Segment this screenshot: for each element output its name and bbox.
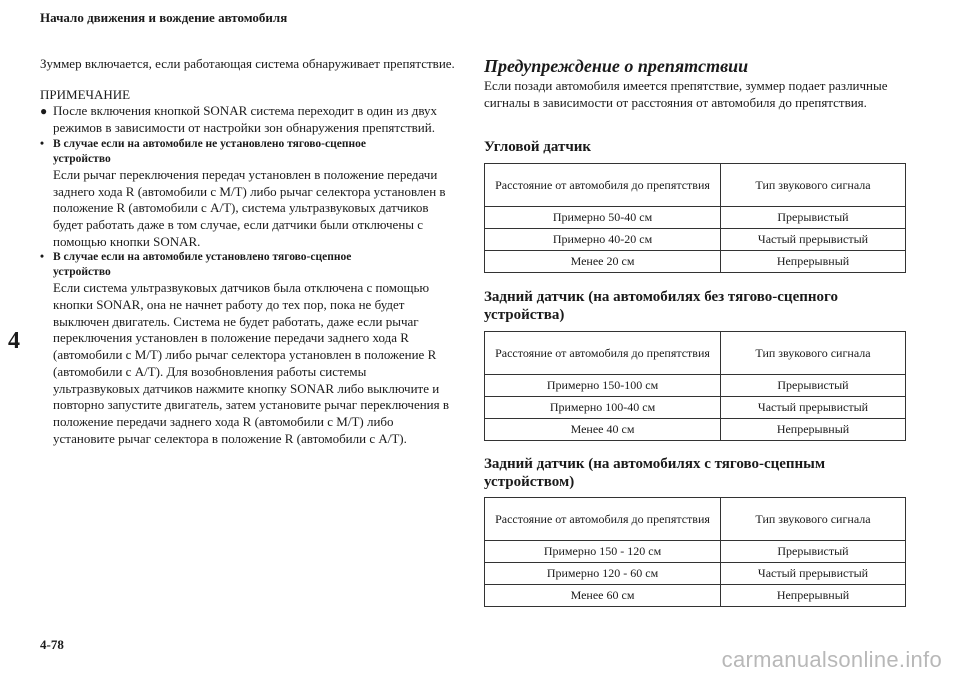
sub1-title-line2: устройство — [53, 152, 111, 165]
cell-signal: Частый прерывистый — [721, 229, 906, 251]
column-header-signal: Тип звукового сигнала — [721, 164, 906, 207]
cell-signal: Непрерывный — [721, 419, 906, 441]
warning-title: Предупреждение о препятствии — [484, 56, 749, 76]
table-row — [485, 251, 906, 273]
bullet-icon: • — [40, 137, 45, 150]
table-header-row — [485, 332, 906, 375]
table-row — [485, 541, 906, 563]
cell-distance: Менее 60 см — [485, 585, 721, 607]
section-title-corner: Угловой датчик — [484, 139, 592, 155]
table-corner-sensor — [484, 163, 906, 273]
sub2-title — [40, 250, 455, 265]
note-bullet — [40, 103, 455, 136]
page-header-title: Начало движения и вождение автомобиля — [40, 10, 288, 25]
section-title-rear-no-hitch: Задний датчик (на автомобилях без тягово-сцепного устройства) — [484, 289, 838, 323]
sub1-text: Если рычаг переключения передач установлен в положение передачи заднего хода R (автомобили с M/T) либо рычаг селектора установлен в положение R (автомобили с A/T), система ультразвуковых датчиков будет работать даже в том случае, если датчики были отключены с помощью кнопки SONAR. — [53, 166, 446, 249]
watermark-text: carmanualsonline.info — [721, 647, 942, 672]
left-column — [40, 56, 455, 447]
cell-distance: Примерно 150-100 см — [485, 375, 721, 397]
chapter-tab: 4 — [8, 328, 20, 354]
column-header-signal: Тип звукового сигнала — [721, 498, 906, 541]
cell-distance: Менее 20 см — [485, 251, 721, 273]
table-row — [485, 585, 906, 607]
cell-distance: Примерно 150 - 120 см — [485, 541, 721, 563]
table-row — [485, 397, 906, 419]
cell-signal: Прерывистый — [721, 541, 906, 563]
sub2-title-line1: В случае если на автомобиле установлено тягово-сцепное — [53, 251, 352, 264]
warning-block — [484, 56, 919, 111]
sub1-title-line1: В случае если на автомобиле не установлено тягово-сцепное — [53, 137, 366, 150]
sub1-title — [40, 137, 455, 152]
cell-signal: Частый прерывистый — [721, 563, 906, 585]
cell-signal: Частый прерывистый — [721, 397, 906, 419]
note-title: ПРИМЕЧАНИЕ — [40, 86, 131, 102]
cell-distance: Примерно 50-40 см — [485, 207, 721, 229]
intro-paragraph: Зуммер включается, если работающая система обнаруживает препятствие. — [40, 56, 455, 71]
table-row — [485, 563, 906, 585]
bullet-icon: ● — [40, 104, 48, 119]
cell-signal: Непрерывный — [721, 251, 906, 273]
cell-signal: Прерывистый — [721, 207, 906, 229]
table-row — [485, 419, 906, 441]
table-row — [485, 229, 906, 251]
cell-distance: Примерно 120 - 60 см — [485, 563, 721, 585]
column-header-signal: Тип звукового сигнала — [721, 332, 906, 375]
page-number: 4-78 — [40, 637, 64, 652]
column-header-distance: Расстояние от автомобиля до препятствия — [485, 498, 721, 541]
table-header-row — [485, 498, 906, 541]
table-rear-sensor-hitch — [484, 497, 906, 607]
table-row — [485, 207, 906, 229]
table-header-row — [485, 164, 906, 207]
warning-text: Если позади автомобиля имеется препятствие, зуммер подает различные сигналы в зависимости от расстояния от автомобиля до препятствия. — [484, 78, 888, 110]
sub2-title-line2: устройство — [53, 266, 111, 279]
column-header-distance: Расстояние от автомобиля до препятствия — [485, 332, 721, 375]
cell-distance: Менее 40 см — [485, 419, 721, 441]
bullet-icon: • — [40, 251, 45, 264]
table-rear-sensor-no-hitch — [484, 331, 906, 441]
cell-distance: Примерно 40-20 см — [485, 229, 721, 251]
sub2-text: Если система ультразвуковых датчиков была отключена с помощью кнопки SONAR, она не начнет работу до тех пор, пока не будет выключен двигатель. Система не будет работать, даже если рычаг переключения установлен в положение передачи заднего хода R (автомобили с M/T) либо рычаг селектора установлен в положение R (автомобили с A/T). Для возобновления работы системы ультразвуковых датчиков нажмите кнопку SONAR либо выключите и повторно запустите двигатель, затем установите рычаг переключения в положение передачи заднего хода R (автомобили с M/T) либо установите рычаг селектора в положение R (автомобили с A/T). — [53, 280, 449, 446]
column-header-distance: Расстояние от автомобиля до препятствия — [485, 164, 721, 207]
cell-distance: Примерно 100-40 см — [485, 397, 721, 419]
note-bullet-text: После включения кнопкой SONAR система переходит в один из двух режимов в зависимости от настройки зон обнаружения препятствий. — [53, 103, 438, 136]
cell-signal: Непрерывный — [721, 585, 906, 607]
table-row — [485, 375, 906, 397]
cell-signal: Прерывистый — [721, 375, 906, 397]
section-title-rear-hitch: Задний датчик (на автомобилях с тягово-сцепным устройством) — [484, 456, 826, 490]
